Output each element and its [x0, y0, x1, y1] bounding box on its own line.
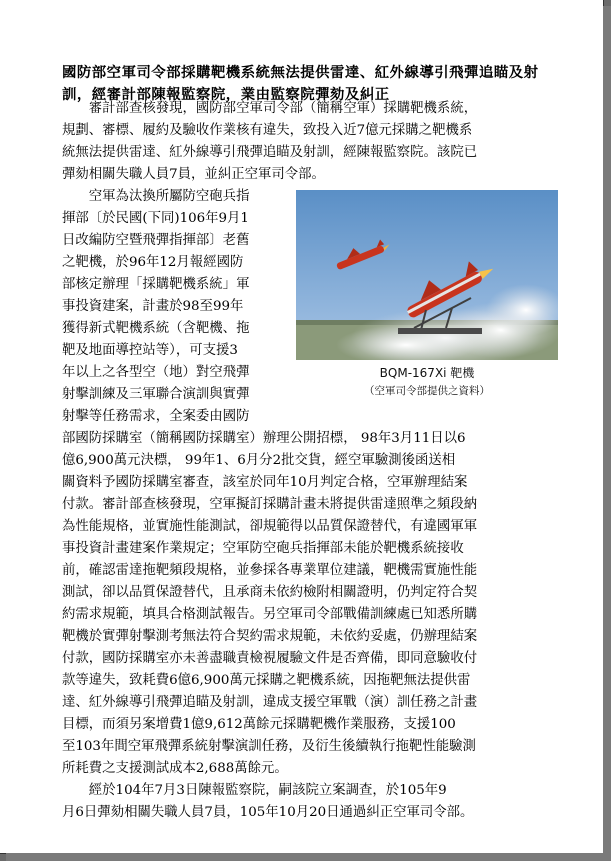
paragraph-line: 射擊等任務需求，全案委由國防	[62, 409, 250, 424]
document-title: 國防部空軍司令部採購靶機系統無法提供雷達、紅外線導引飛彈追瞄及射訓，經審計部陳報監察院，業由監察院彈劾及糾正	[62, 64, 539, 103]
paragraph-line: 日改編防空暨飛彈指揮部〕老舊	[62, 233, 250, 248]
paragraph-line: 達、紅外線導引飛彈追瞄及射訓，違成支援空軍戰（演）訓任務之計畫	[62, 695, 478, 710]
paragraph-line: 億6,900萬元決標， 99年1、6月分2批交貨，經空軍驗測後函送相	[62, 453, 456, 468]
paragraph-line: 關資料予國防採購室審查，該室於同年10月判定合格，空軍辦理結案	[62, 475, 468, 490]
paragraph-line: 審計部查核發現，國防部空軍司令部（簡稱空軍）採購靶機系統，	[62, 101, 478, 116]
paragraph-line: 揮部〔於民國(下同)106年9月1	[62, 211, 249, 226]
paragraph-line: 年以上之各型空（地）對空飛彈	[62, 365, 250, 380]
paragraph-line: 經於104年7月3日陳報監察院，嗣該院立案調查，於105年9	[62, 783, 447, 798]
paragraph-line: 彈劾相關失職人員7員，並糾正空軍司令部。	[62, 167, 325, 182]
paragraph-line: 規劃、審標、履約及驗收作業核有違失，致投入近7億元採購之靶機系	[62, 123, 473, 138]
paragraph-line: 測試，卻以品質保證替代，且承商未依約檢附相關證明，仍判定符合契	[62, 585, 478, 600]
paragraph-line: 靶機於實彈射擊測考無法符合契約需求規範，未依約妥處，仍辦理結案	[62, 629, 478, 644]
paragraph-line: 空軍為汰換所屬防空砲兵指	[62, 189, 250, 204]
paragraph-line: 部國防採購室（簡稱國防採購室）辦理公開招標， 98年3月11日以6	[62, 431, 466, 446]
paragraph-line: 月6日彈劾相關失職人員7員，105年10月20日通過糾正空軍司令部。	[62, 805, 474, 820]
paragraph-line: 至103年間空軍飛彈系統射擊演訓任務，及衍生後續執行拖靶性能驗測	[62, 739, 476, 754]
drone-photo	[296, 190, 558, 360]
paragraph-line: 前，確認雷達拖靶頻段規格，並參採各專業單位建議，靶機需實施性能	[62, 563, 478, 578]
paragraph-line: 之靶機，於96年12月報經國防	[62, 255, 244, 270]
paragraph-line: 付款。審計部查核發現，空軍擬訂採購計畫未將提供雷達照準之頻段納	[62, 497, 478, 512]
paragraph-line: 射擊訓練及三軍聯合演訓與實彈	[62, 387, 250, 402]
paragraph-line: 獲得新式靶機系統（含靶機、拖	[62, 321, 250, 336]
paragraph-line: 約需求規範，填具合格測試報告。另空軍司令部戰備訓練處已知悉所購	[62, 607, 478, 622]
paragraph-line: 款等違失，致耗費6億6,900萬元採購之靶機系統，因拖靶無法提供雷	[62, 673, 471, 688]
figure-caption: BQM-167Xi 靶機	[379, 366, 475, 380]
page-shadow-bottom	[6, 853, 611, 861]
page-shadow-right	[603, 6, 611, 861]
paragraph-line: 為性能規格，並實施性能測試，卻規範得以品質保證替代，有違國軍軍	[62, 519, 478, 534]
figure-credit: （空軍司令部提供之資料）	[364, 385, 490, 397]
paragraph-line: 付款，國防採購室亦未善盡職責檢視履驗文件是否齊備，即同意驗收付	[62, 651, 478, 666]
paragraph-line: 目標，而須另案增費1億9,612萬餘元採購靶機作業服務，支援100	[62, 717, 456, 732]
paragraph-line: 事投資計畫建案作業規定；空軍防空砲兵指揮部未能於靶機系統接收	[62, 541, 464, 556]
paragraph-line: 部核定辦理「採購靶機系統」軍	[62, 277, 250, 292]
paragraph-line: 統無法提供雷達、紅外線導引飛彈追瞄及射訓，經陳報監察院。該院已	[62, 145, 478, 160]
paragraph-line: 靶及地面導控站等），可支援3	[62, 343, 238, 358]
paragraph-line: 事投資建案，計畫於98至99年	[62, 299, 244, 314]
paragraph-line: 所耗費之支援測試成本2,688萬餘元。	[62, 761, 288, 776]
